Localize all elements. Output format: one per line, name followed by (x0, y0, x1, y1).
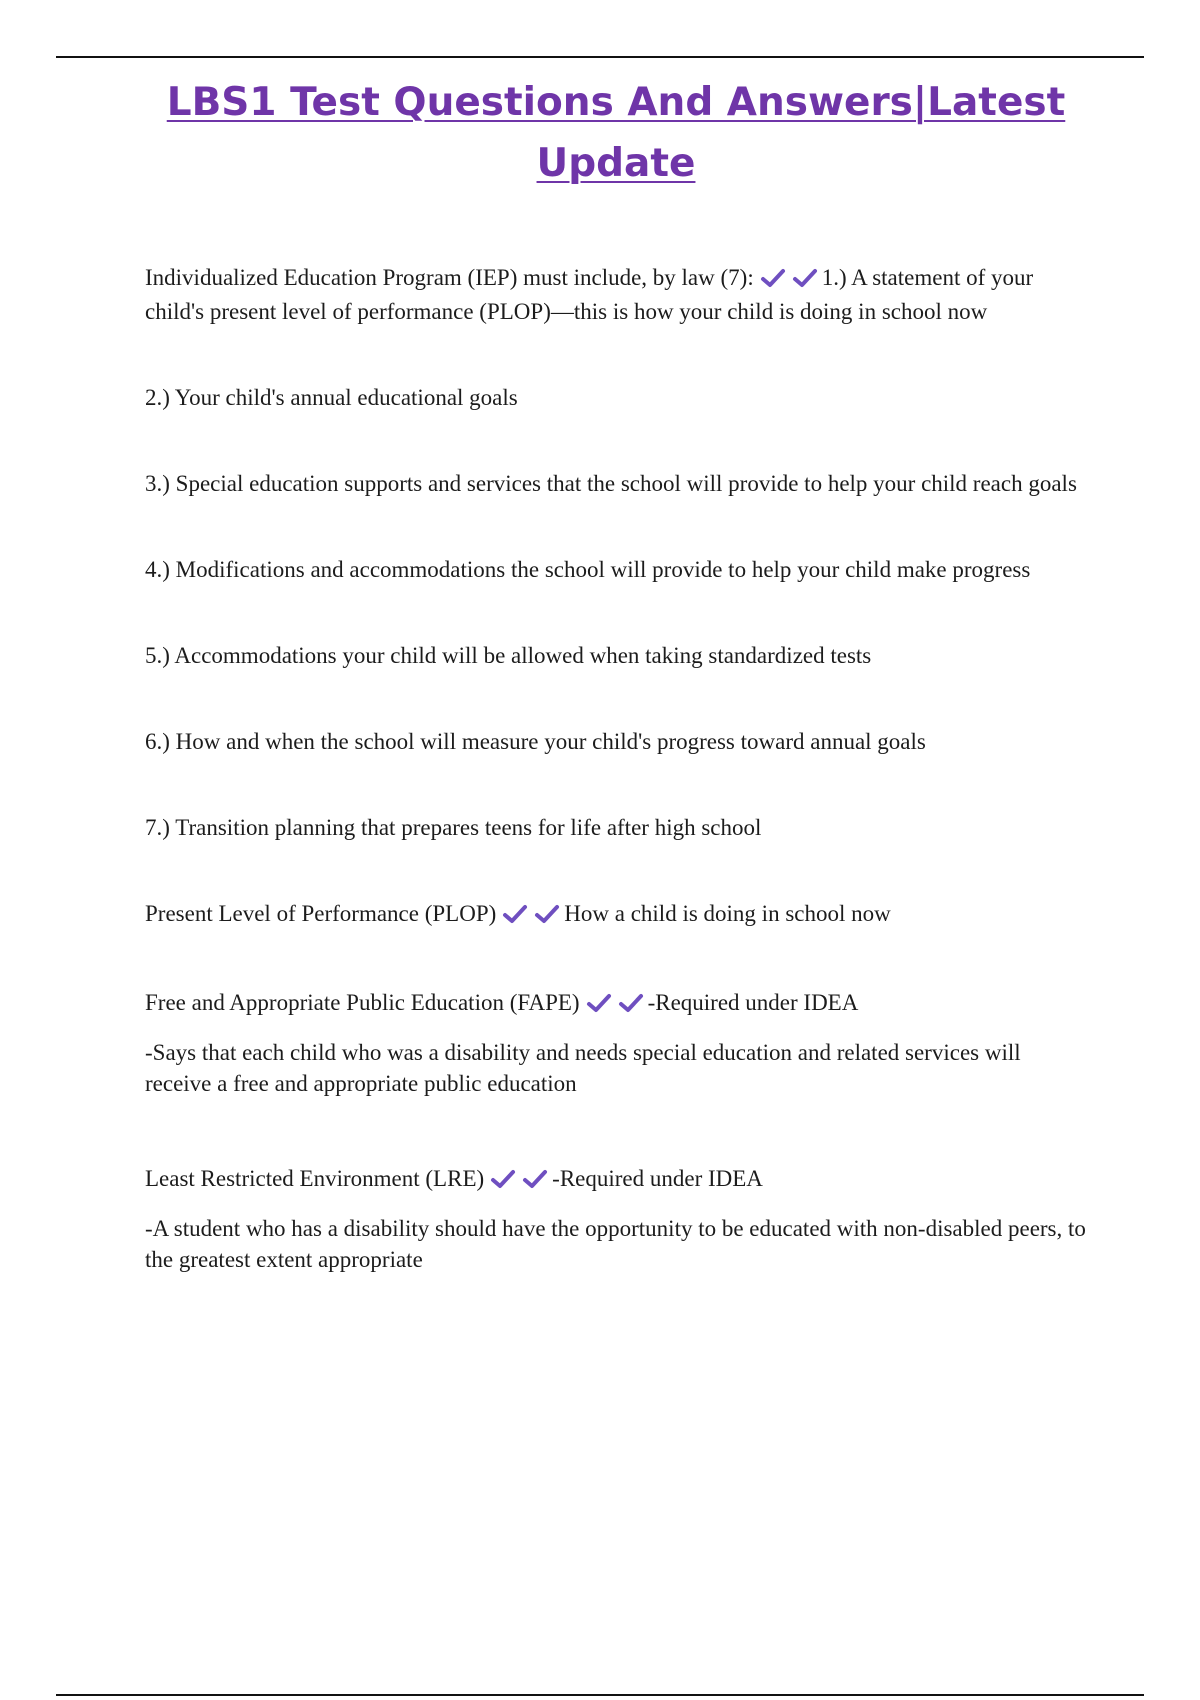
list-item: 2.) Your child's annual educational goals (145, 385, 518, 410)
answer-text: 1.) A statement of your child's present level of performance (PLOP)—this is how your child is doing in school now (145, 265, 1034, 324)
list-item: 7.) Transition planning that prepares teens for life after high school (145, 815, 762, 840)
question-text: Present Level of Performance (PLOP) (145, 901, 497, 926)
checkmark-icon (534, 904, 560, 924)
document-body (145, 262, 1090, 1275)
qa-item-fape (145, 987, 1090, 1021)
qa-item-plop (145, 898, 1090, 932)
answer-detail: -Says that each child who was a disability and needs special education and related services will receive a free and appropriate public education (145, 1040, 1021, 1096)
bottom-rule (56, 1694, 1144, 1696)
list-item: 6.) How and when the school will measure your child's progress toward annual goals (145, 729, 926, 754)
answer-marker (760, 265, 818, 296)
checkmark-icon (792, 268, 818, 288)
checkmark-icon (490, 1169, 516, 1189)
answer-detail: -A student who has a disability should have the opportunity to be educated with non-disabled peers, to the greatest extent appropriate (145, 1216, 1086, 1272)
question-text: Least Restricted Environment (LRE) (145, 1166, 485, 1191)
title-line-2: Update (536, 141, 696, 186)
answer-marker (502, 901, 560, 932)
list-item: 3.) Special education supports and services that the school will provide to help your child reach goals (145, 471, 1077, 496)
checkmark-icon (502, 904, 528, 924)
qa-item-iep (145, 262, 1090, 327)
answer-marker (490, 1166, 548, 1197)
checkmark-icon (618, 993, 644, 1013)
checkmark-icon (522, 1169, 548, 1189)
question-text: Free and Appropriate Public Education (FAPE) (145, 990, 580, 1015)
checkmark-icon (760, 268, 786, 288)
answer-text: How a child is doing in school now (564, 901, 891, 926)
answer-text: -Required under IDEA (647, 990, 859, 1015)
answer-text: -Required under IDEA (552, 1166, 763, 1191)
title-line-1: LBS1 Test Questions And Answers|Latest (166, 80, 1066, 125)
qa-item-lre (145, 1163, 1090, 1197)
list-item: 4.) Modifications and accommodations the school will provide to help your child make progress (145, 557, 1031, 582)
list-item: 5.) Accommodations your child will be allowed when taking standardized tests (145, 643, 872, 668)
question-text: Individualized Education Program (IEP) must include, by law (7): (145, 265, 754, 290)
answer-marker (586, 990, 644, 1021)
checkmark-icon (586, 993, 612, 1013)
document-title (150, 72, 1082, 194)
top-rule (56, 56, 1144, 58)
